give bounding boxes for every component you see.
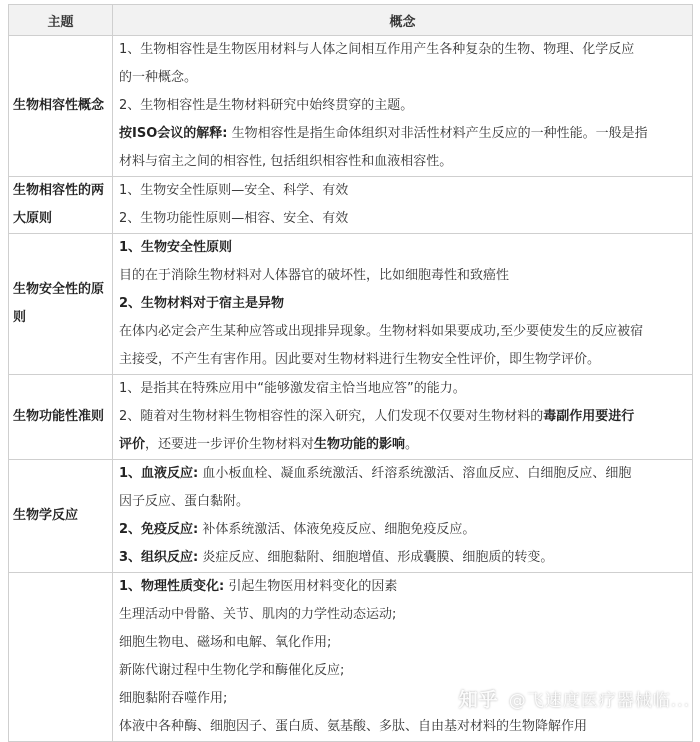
- sub-heading: 2、生物材料对于宿主是异物: [119, 296, 285, 311]
- zhihu-watermark: [459, 685, 690, 712]
- concept-table: [8, 4, 693, 742]
- reaction-label: 1、物理性质变化:: [119, 579, 225, 594]
- watermark-brand: 知乎: [458, 689, 499, 711]
- reaction-label: 3、组织反应:: [119, 550, 199, 565]
- content-line: 目的在于消除生物材料对人体器官的破坏性，比如细胞毒性和致癌性: [119, 268, 510, 283]
- row-content: [113, 375, 693, 460]
- row-content: [113, 177, 693, 234]
- content-line: 生理活动中骨骼、关节、肌肉的力学性动态运动;: [119, 607, 397, 622]
- row-topic: 生物功能性准则: [9, 375, 113, 460]
- content-line: 2、生物功能性原则—相容、安全、有效: [119, 211, 349, 226]
- content-line: 2、生物相容性是生物材料研究中始终贯穿的主题。: [119, 98, 414, 113]
- content-line: 在体内必定会产生某种应答或出现排异现象。生物材料如果要成功,至少要使发生的反应被宿: [119, 324, 644, 339]
- content-line: 1、生物安全性原则—安全、科学、有效: [119, 183, 349, 198]
- content-line: 材料与宿主之间的相容性, 包括组织相容性和血液相容性。: [119, 154, 453, 169]
- content-line: 新陈代谢过程中生物化学和酶催化反应;: [119, 663, 345, 678]
- table-row: [9, 234, 693, 375]
- reaction-label: 2、免疫反应:: [119, 522, 199, 537]
- iso-text: 生物相容性是指生命体组织对非活性材料产生反应的一种性能。一般是指: [227, 126, 648, 141]
- table-row: [9, 177, 693, 234]
- iso-label: 按ISO会议的解释:: [119, 126, 228, 141]
- row-topic: 生物相容性的两大原则: [9, 177, 113, 234]
- watermark-author: @飞速度医疗器械临...: [508, 691, 690, 711]
- row-topic: 生物学反应: [9, 460, 113, 573]
- content-line: 因子反应、蛋白黏附。: [119, 494, 250, 509]
- table-header-row: [9, 5, 693, 36]
- header-concept: 概念: [113, 5, 693, 36]
- row-topic: 生物相容性概念: [9, 36, 113, 177]
- content-line: 1、生物相容性是生物医用材料与人体之间相互作用产生各种复杂的生物、物理、化学反应: [119, 42, 635, 57]
- content-line: 1、是指其在特殊应用中“能够激发宿主恰当地应答”的能力。: [119, 381, 466, 396]
- content-line: 细胞黏附吞噬作用;: [119, 691, 228, 706]
- table-row: [9, 36, 693, 177]
- table-row: [9, 460, 693, 573]
- content-line: 评价，还要进一步评价生物材料对生物功能的影响。: [119, 437, 419, 452]
- row-content: [113, 234, 693, 375]
- row-content: 1、物理性质变化: 引起生物医用材料变化的因素 生理活动中骨骼、关节、肌肉的力学性动态运动; 细胞生物电、磁场和电解、氧化作用; 新陈代谢过程中生物化学和酶催化反应; 细胞黏附吞噬作用; 体液中各种酶、细胞因子、蛋白质、氨基酸、多肽、自由基对材料的生物降解作用: [113, 573, 693, 742]
- table-row: [9, 573, 693, 742]
- table-row: [9, 375, 693, 460]
- reaction-label: 1、血液反应:: [119, 466, 199, 481]
- content-line: 主接受，不产生有害作用。因此要对生物材料进行生物安全性评价，即生物学评价。: [119, 352, 601, 367]
- content-line: 的一种概念。: [119, 70, 198, 85]
- iso-line: [119, 120, 686, 148]
- row-topic: [9, 573, 113, 742]
- row-content: 1、血液反应: 血小板血栓、凝血系统激活、纤溶系统激活、溶血反应、白细胞反应、细胞 因子反应、蛋白黏附。 2、免疫反应: 补体系统激活、体液免疫反应、细胞免疫反应。 3、组织反应: 炎症反应、细胞黏附、细胞增值、形成囊膜、细胞质的转变。: [113, 460, 693, 573]
- content-line: 细胞生物电、磁场和电解、氧化作用;: [119, 635, 332, 650]
- content-line: 体液中各种酶、细胞因子、蛋白质、氨基酸、多肽、自由基对材料的生物降解作用: [119, 719, 588, 734]
- row-topic: 生物安全性的原则: [9, 234, 113, 375]
- row-content: [113, 36, 693, 177]
- header-topic: 主题: [9, 5, 113, 36]
- content-line: 2、随着对生物材料生物相容性的深入研究，人们发现不仅要对生物材料的毒副作用要进行: [119, 409, 635, 424]
- sub-heading: 1、生物安全性原则: [119, 240, 233, 255]
